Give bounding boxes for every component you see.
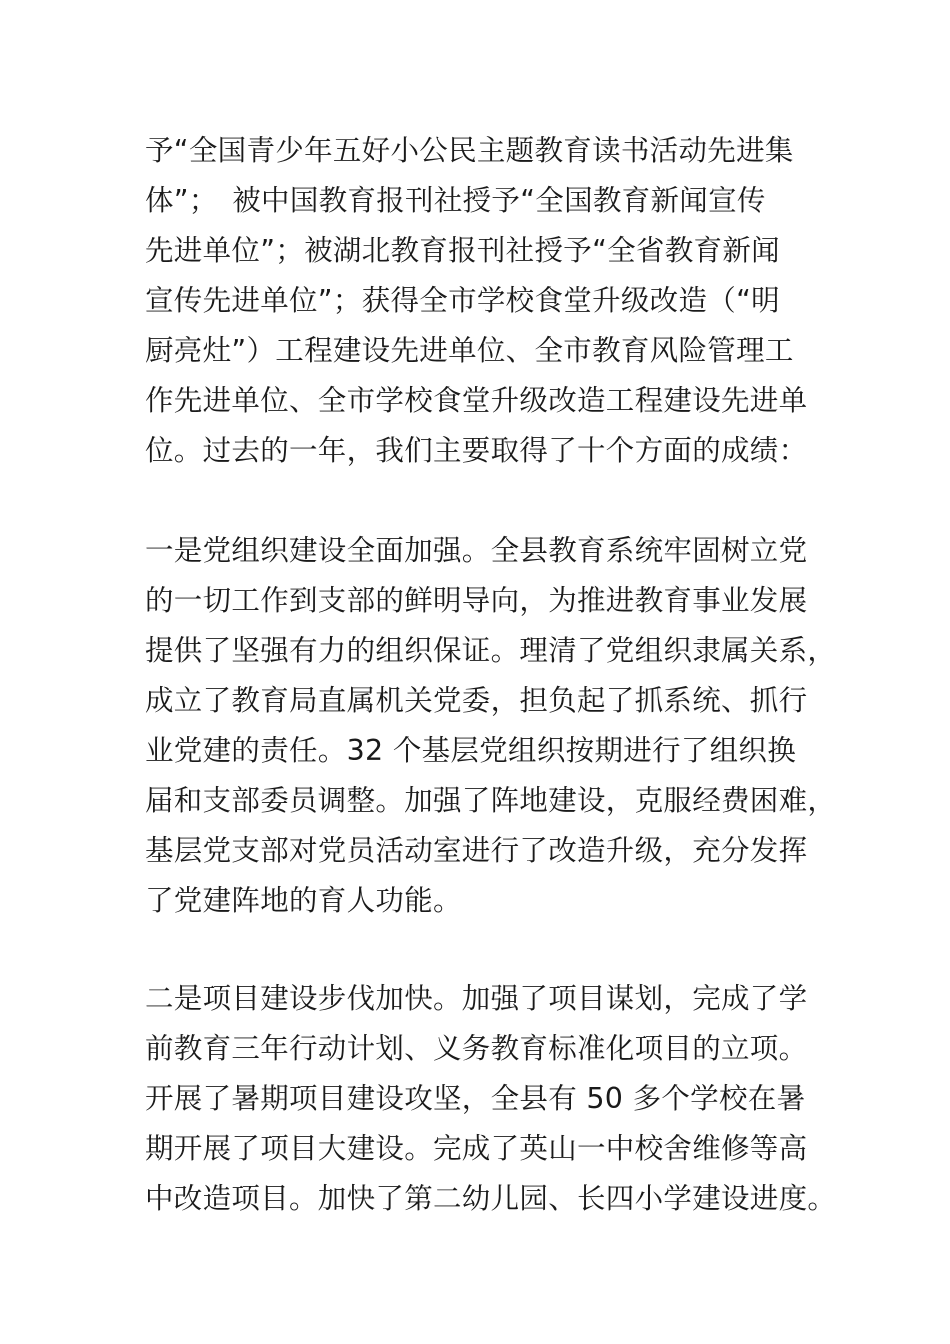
text-line: 位。过去的一年，我们主要取得了十个方面的成绩： — [145, 434, 808, 467]
paragraph-project-construction — [145, 974, 837, 1224]
text-line: 成立了教育局直属机关党委，担负起了抓系统、抓行 — [145, 684, 808, 717]
text-line: 届和支部委员调整。加强了阵地建设，克服经费困难， — [145, 784, 837, 817]
text-line: 先进单位”；被湖北教育报刊社授予“全省教育新闻 — [145, 234, 780, 267]
text-line: 厨亮灶”）工程建设先进单位、全市教育风险管理工 — [145, 334, 794, 367]
text-line: 的一切工作到支部的鲜明导向，为推进教育事业发展 — [145, 584, 808, 617]
paragraph-party-building — [145, 526, 837, 926]
text-line: 一是党组织建设全面加强。全县教育系统牢固树立党 — [145, 534, 808, 567]
text-line: 期开展了项目大建设。完成了英山一中校舍维修等高 — [145, 1132, 808, 1165]
text-line: 基层党支部对党员活动室进行了改造升级，充分发挥 — [145, 834, 808, 867]
text-line: 宣传先进单位”；获得全市学校食堂升级改造（“明 — [145, 284, 780, 317]
text-line: 体”； 被中国教育报刊社授予“全国教育新闻宣传 — [145, 184, 766, 217]
text-line: 二是项目建设步伐加快。加强了项目谋划，完成了学 — [145, 982, 808, 1015]
text-line: 了党建阵地的育人功能。 — [145, 884, 462, 917]
text-line: 提供了坚强有力的组织保证。理清了党组织隶属关系， — [145, 634, 837, 667]
text-line: 予“全国青少年五好小公民主题教育读书活动先进集 — [145, 134, 794, 167]
text-line: 业党建的责任。32 个基层党组织按期进行了组织换 — [145, 734, 797, 767]
paragraph-awards — [145, 126, 825, 476]
text-line: 作先进单位、全市学校食堂升级改造工程建设先进单 — [145, 384, 808, 417]
text-line: 开展了暑期项目建设攻坚，全县有 50 多个学校在暑 — [145, 1082, 806, 1115]
text-line: 中改造项目。加快了第二幼儿园、长四小学建设进度。 — [145, 1182, 837, 1215]
text-line: 前教育三年行动计划、义务教育标准化项目的立项。 — [145, 1032, 808, 1065]
